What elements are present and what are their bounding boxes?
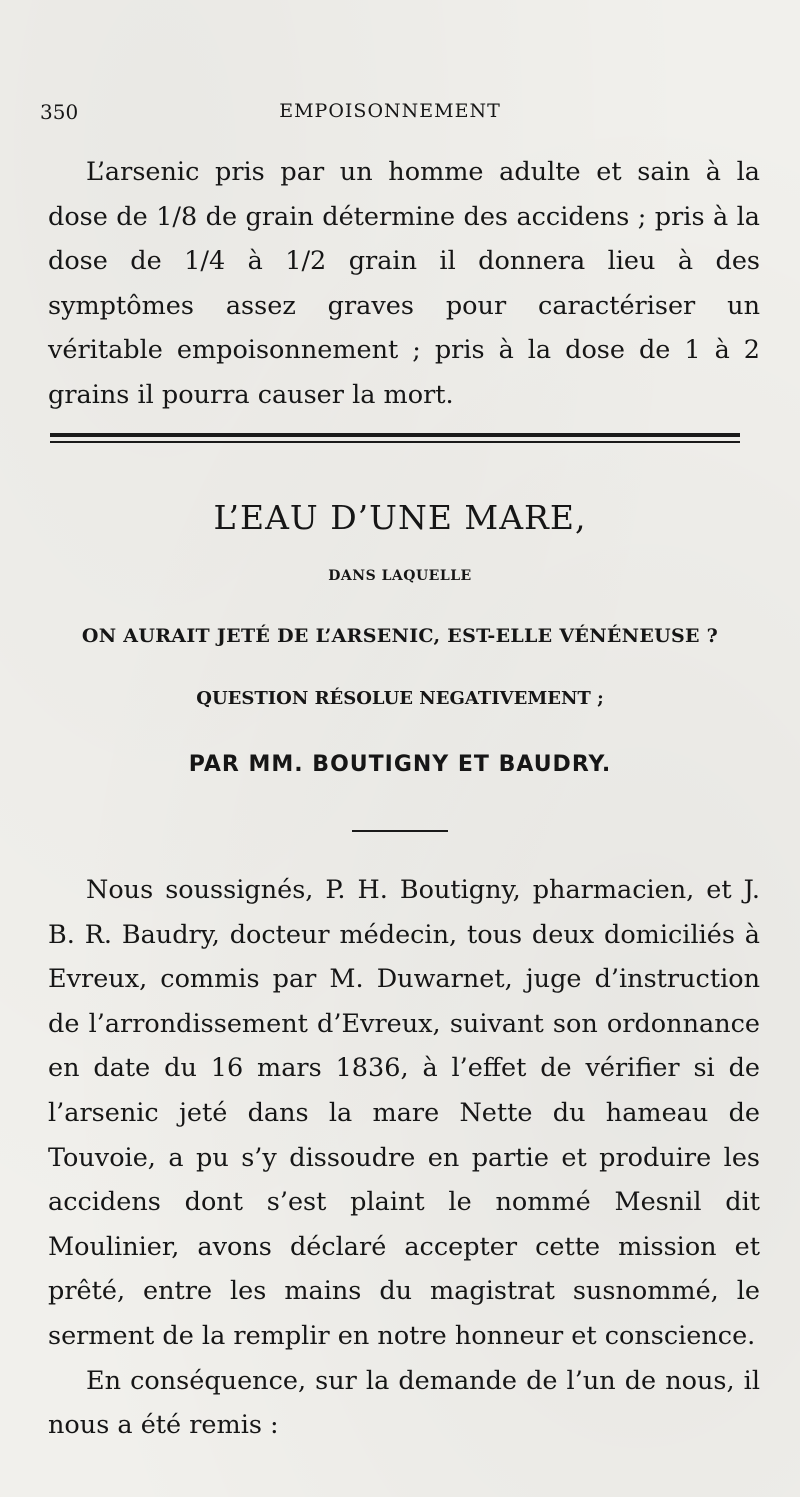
article-resolution: QUESTION RÉSOLUE NEGATIVEMENT ; [196, 688, 604, 709]
article-question: ON AURAIT JETÉ DE L’ARSENIC, EST-ELLE VÉNÉNEUSE ? [81, 625, 719, 647]
article-authors: PAR MM. BOUTIGNY ET BAUDRY. [188, 752, 612, 777]
page-number: 350 [40, 100, 79, 124]
running-title: EMPOISONNEMENT [279, 100, 501, 122]
article-title: L’EAU D’UNE MARE, [213, 498, 587, 537]
body-paragraph-2: En conséquence, sur la demande de l’un de nous, il nous a été remis : [48, 1365, 760, 1441]
body-paragraph-1: Nous soussignés, P. H. Boutigny, pharmacien, et J. B. R. Baudry, docteur médecin, tous deux domiciliés à Evreux, commis par M. Duwarnet, juge d’instruction de l’arrondissement d’Evreux, suivant son ordonnance en date du 16 mars 1836, à l’effet de vérifier si de l’arsenic jeté dans la mare Nette du hameau de Touvoie, a pu s’y dissoudre en partie et produire les accidens dont s’est plaint le nommé Mesnil dit Moulinier, avons déclaré accepter cette mission et prêté, entre les mains du magistrat susnommé, le serment de la remplir en notre honneur et conscience. [48, 875, 760, 1351]
running-head [40, 100, 740, 130]
divider-thin-line [50, 441, 740, 443]
title-separator-rule [352, 830, 448, 832]
body-text-block [48, 868, 760, 1448]
intro-text-block [48, 150, 760, 418]
article-title-connector: DANS LAQUELLE [328, 568, 472, 584]
section-divider-double-rule [50, 433, 740, 445]
divider-thick-line [50, 433, 740, 437]
intro-paragraph: L’arsenic pris par un homme adulte et sain à la dose de 1/8 de grain détermine des accidens ; pris à la dose de 1/4 à 1/2 grain il donnera lieu à des symptômes assez graves pour caractériser un véritable empoisonnement ; pris à la dose de 1 à 2 grains il pourra causer la mort. [48, 157, 760, 410]
